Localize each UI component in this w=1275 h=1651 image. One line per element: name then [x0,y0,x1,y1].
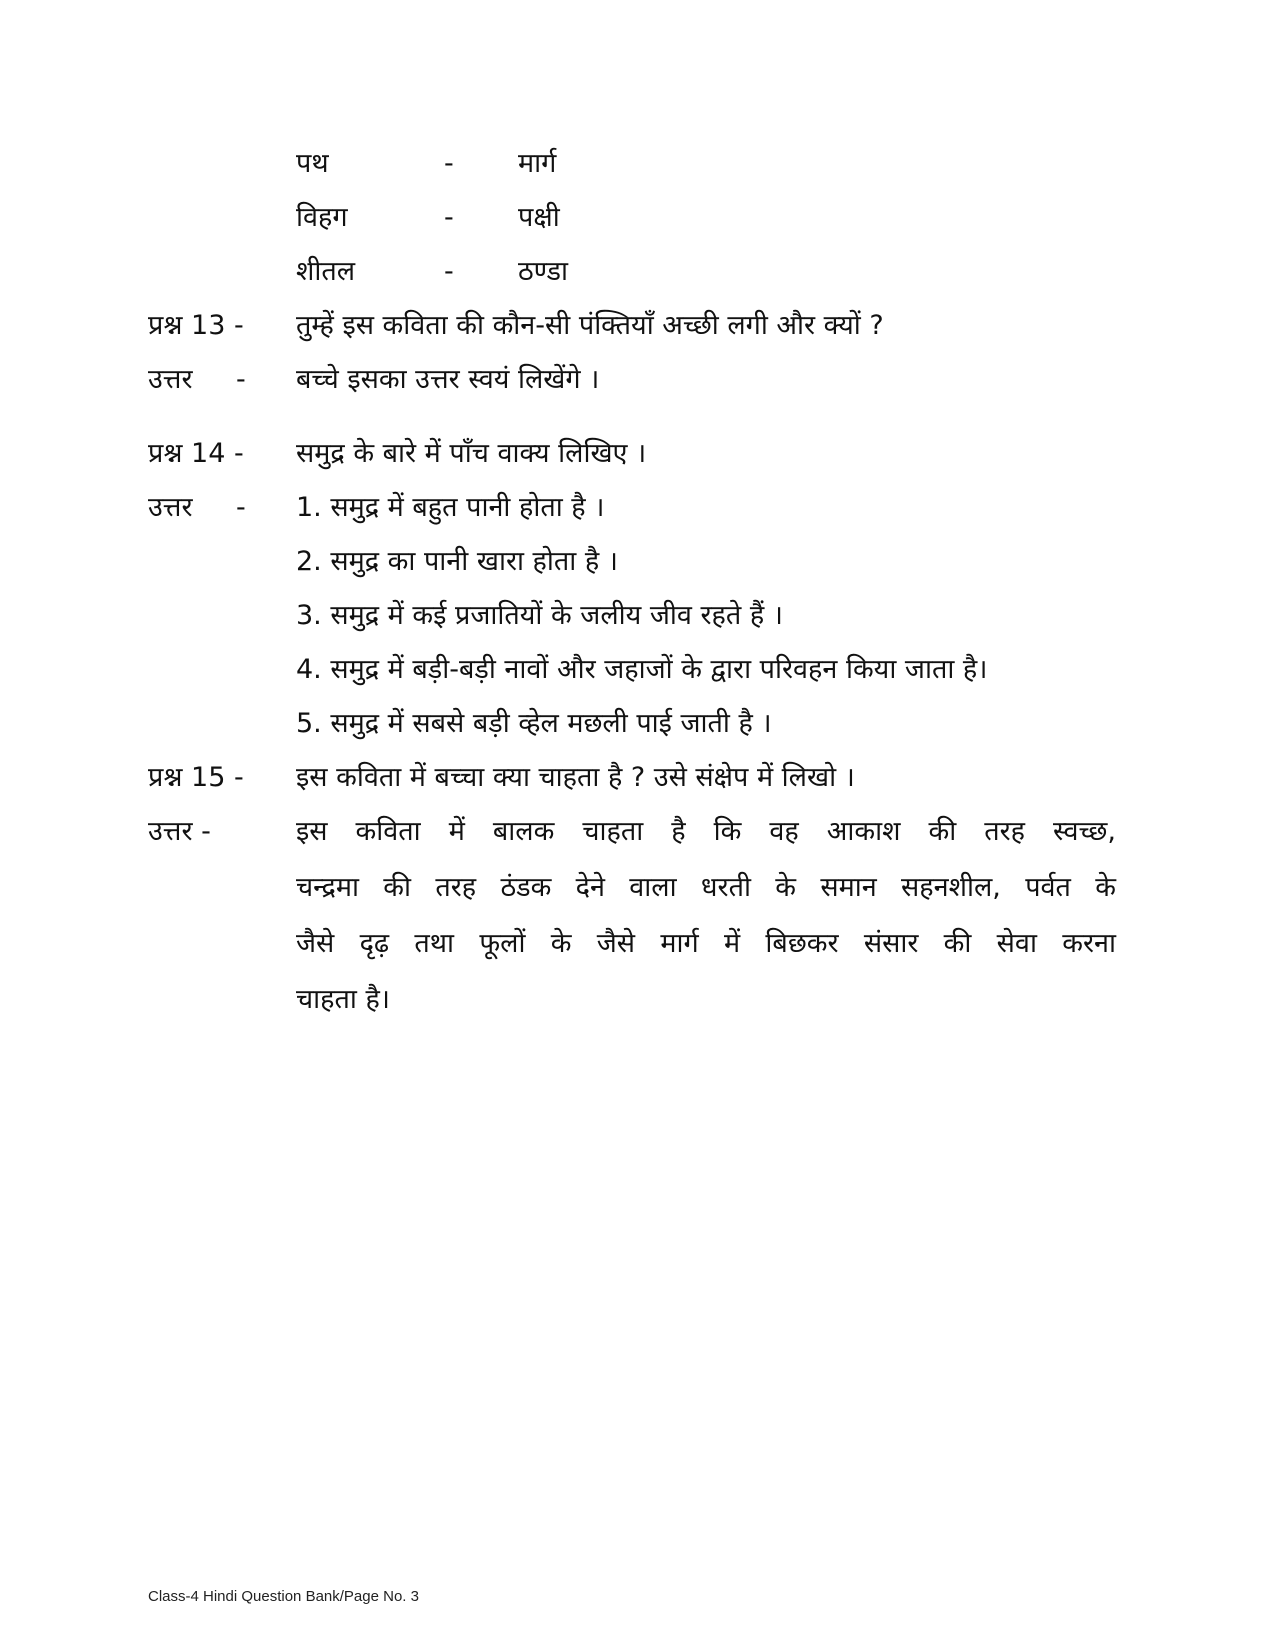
answer-separator: - [236,492,246,523]
question-text: समुद्र के बारे में पाँच वाक्य लिखिए । [296,438,647,469]
answer-label: उत्तर - [148,816,211,847]
answer-separator: - [236,364,246,395]
word: विहग [296,202,348,233]
question-label: प्रश्न 15 - [148,762,244,793]
answer-item: 1. समुद्र में बहुत पानी होता है । [296,492,605,523]
question-text: तुम्हें इस कविता की कौन-सी पंक्तियाँ अच्छी लगी और क्यों ? [296,310,884,341]
answer-item: 3. समुद्र में कई प्रजातियों के जलीय जीव रहते हैं । [296,600,783,631]
answer-item: 4. समुद्र में बड़ी-बड़ी नावों और जहाजों के द्वारा परिवहन किया जाता है। [296,654,988,685]
word-dash: - [444,202,454,233]
word-dash: - [444,256,454,287]
word-meaning: पक्षी [518,202,560,233]
word-dash: - [444,148,454,179]
answer-label: उत्तर [148,364,193,395]
word: शीतल [296,256,356,287]
question-label: प्रश्न 13 - [148,310,244,341]
answer-item: 5. समुद्र में सबसे बड़ी व्हेल मछली पाई जाती है । [296,708,772,739]
answer-line: इस कविता में बालक चाहता है कि वह आकाश की तरह स्वच्छ, [296,816,1116,847]
word: पथ [296,148,329,179]
question-label: प्रश्न 14 - [148,438,244,469]
answer-item: 2. समुद्र का पानी खारा होता है । [296,546,619,577]
answer-15-paragraph [296,814,1116,1038]
word-meaning: ठण्डा [518,256,568,287]
question-text: इस कविता में बच्चा क्या चाहता है ? उसे संक्षेप में लिखो । [296,762,855,793]
answer-text: बच्चे इसका उत्तर स्वयं लिखेंगे । [296,364,600,395]
answer-line: चाहता है। [296,984,391,1015]
answer-line: चन्द्रमा की तरह ठंडक देने वाला धरती के समान सहनशील, पर्वत के [296,872,1116,903]
page-footer: Class-4 Hindi Question Bank/Page No. 3 [148,1588,419,1605]
word-meaning: मार्ग [518,148,557,179]
answer-label: उत्तर [148,492,193,523]
answer-line: जैसे दृढ़ तथा फूलों के जैसे मार्ग में बिछकर संसार की सेवा करना [296,928,1116,959]
